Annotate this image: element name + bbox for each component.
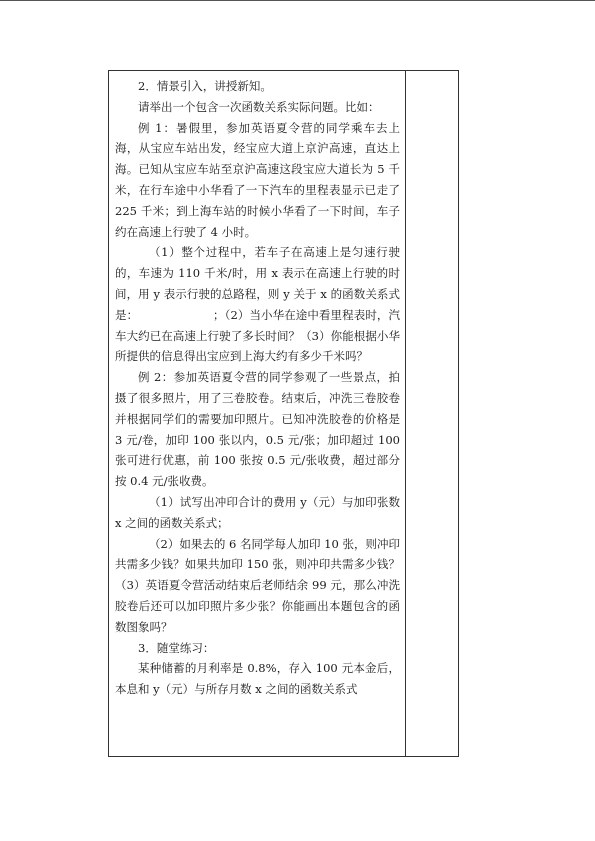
paragraph: 2．情景引入，讲授新知。 xyxy=(138,79,272,93)
paragraph: 3．随堂练习： xyxy=(138,640,215,655)
paragraph: 请举出一个包含一次函数关系实际问题。比如： xyxy=(138,99,380,114)
page-top-rule xyxy=(0,0,595,1)
lesson-content xyxy=(115,76,404,700)
paragraph: （1）整个过程中，若车子在高速上是匀速行驶的，车速为 110 千米/时，用 x 表示在高速上行驶的时间，用 y 表示行驶的总路程，则 y 关于 x 的函数关系式是： ；（2）当小华在途中看里程表时，汽车大约已在高速上行驶了多长时间？（3）你能根据小华所提供的信息得出宝应到上海大约有多少千米吗？ xyxy=(115,245,400,364)
paragraph: 例 1：暑假里，参加英语夏令营的同学乘车去上海，从宝应车站出发，经宝应大道上京沪高速，直达上海。已知从宝应车站至京沪高速这段宝应大道长为 5 千米，在行车途中小华看了一下汽车的里程表显示已走了 225 千米；到上海车站的时候小华看了一下时间，车子约在高速上行驶了 4 小时。 xyxy=(115,120,404,239)
table-column-divider xyxy=(405,70,406,757)
paragraph: （2）如果去的 6 名同学每人加印 10 张，则冲印共需多少钱？如果共加印 150 张，则冲印共需多少钱？（3）英语夏令营活动结束后老师结余 99 元，那么冲洗胶卷后还可以加印照片多少张？你能画出本题包含的函数图象吗？ xyxy=(115,536,400,634)
paragraph: 某种储蓄的月利率是 0.8%，存入 100 元本金后，本息和 y（元）与所存月数 x 之间的函数关系式 xyxy=(115,661,400,697)
paragraph: （1）试写出冲印合计的费用 y（元）与加印张数 x 之间的函数关系式； xyxy=(115,494,404,530)
paragraph: 例 2：参加英语夏令营的同学参观了一些景点，拍摄了很多照片，用了三卷胶卷。结束后，冲洗三卷胶卷并根据同学们的需要加印照片。已知冲洗胶卷的价格是 3 元/卷，加印 100 张以内，0.5 元/张；加印超过 100 张可进行优惠，前 100 张按 0.5 元/张收费，超过部分按 0.4 元/张收费。 xyxy=(115,370,404,489)
